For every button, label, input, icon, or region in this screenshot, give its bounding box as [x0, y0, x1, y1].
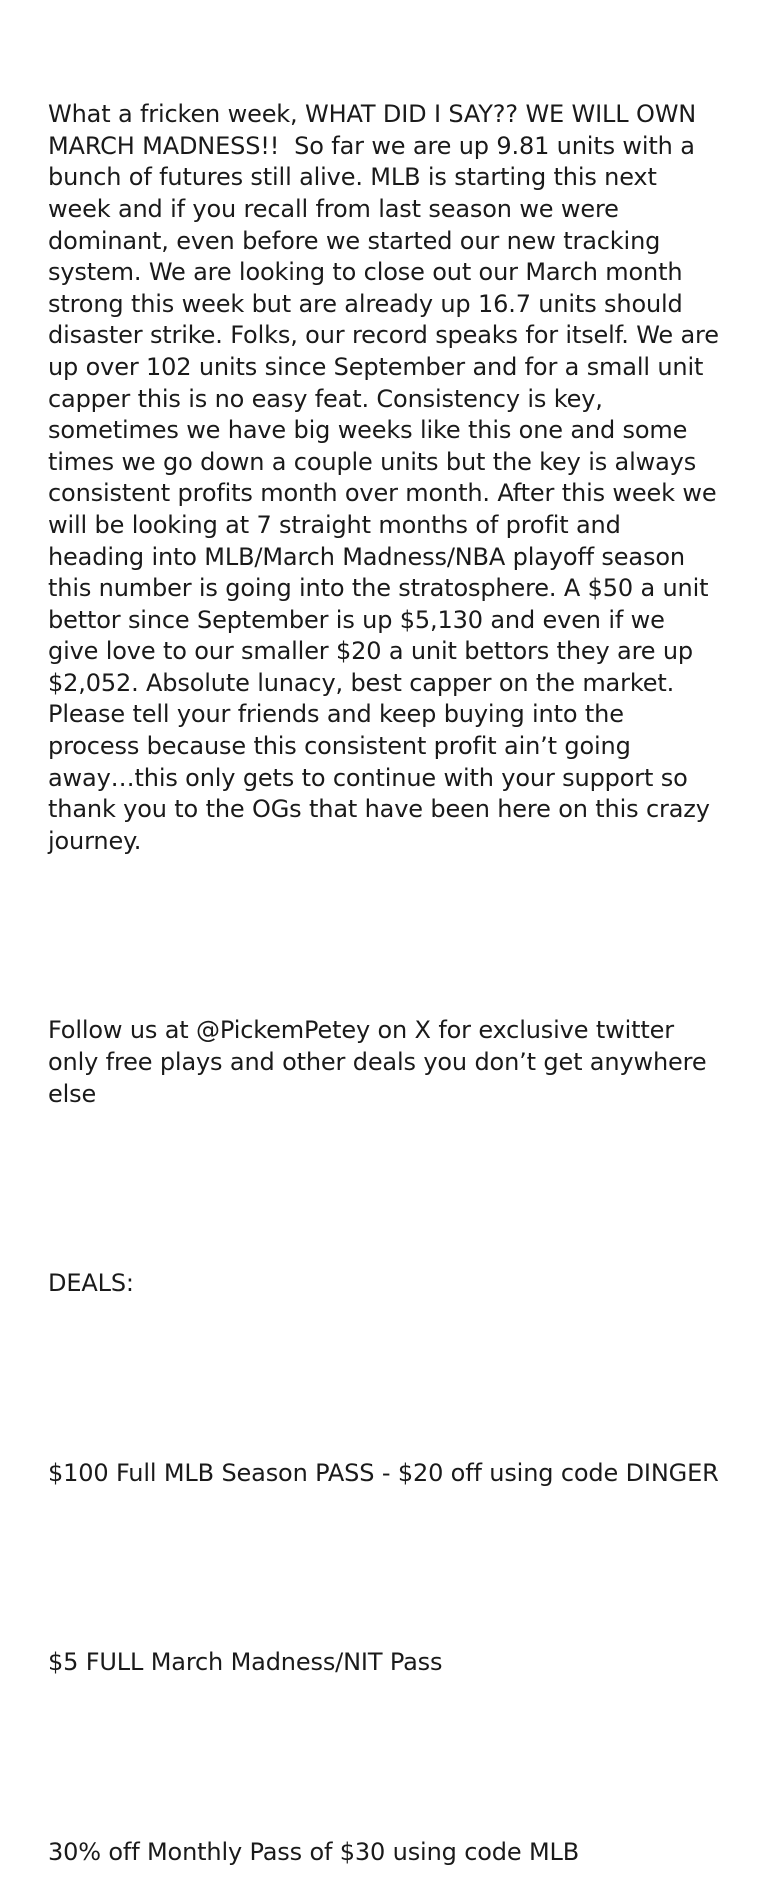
message-paragraph-follow: Follow us at @PickemPetey on X for exclusive twitter only free plays and other deals you don’t get anywhere else [48, 1016, 714, 1108]
paragraph-gap [48, 1742, 720, 1774]
paragraph-gap [48, 921, 720, 953]
message-paragraph-main: What a fricken week, WHAT DID I SAY?? WE WILL OWN MARCH MADNESS!! So far we are up 9.81 units with a bunch of futures still alive. MLB is starting this next week and if you recall from last season we were dominant, even before we started our new tracking system. We are looking to close out our March month strong this week but are already up 16.7 units should disaster strike. Folks, our record speaks for itself. We are up over 102 units since September and for a small unit capper this is no easy feat. Consistency is key, sometimes we have big weeks like this one and some times we go down a couple units but the key is always consistent profits month over month. After this week we will be looking at 7 straight months of profit and heading into MLB/March Madness/NBA playoff season this number is going into the stratosphere. A $50 a unit bettor since September is up $5,130 and even if we give love to our smaller $20 a unit bettors they are up $2,052. Absolute lunacy, best capper on the market. Please tell your friends and keep buying into the process because this consistent profit ain’t going away…this only gets to continue with your support so thank you to the OGs that have been here on this crazy journey. [48, 100, 727, 855]
deal-item-mlb-season-pass: $100 Full MLB Season PASS - $20 off using code DINGER [48, 1458, 719, 1487]
paragraph-gap [48, 1363, 720, 1395]
paragraph-gap [48, 1173, 720, 1205]
deals-heading: DEALS: [48, 1269, 134, 1298]
message-body [48, 36, 727, 1900]
paragraph-gap [48, 1553, 720, 1585]
deal-item-monthly-pass: 30% off Monthly Pass of $30 using code MLB [48, 1837, 580, 1866]
deal-item-march-madness-pass: $5 FULL March Madness/NIT Pass [48, 1648, 443, 1677]
